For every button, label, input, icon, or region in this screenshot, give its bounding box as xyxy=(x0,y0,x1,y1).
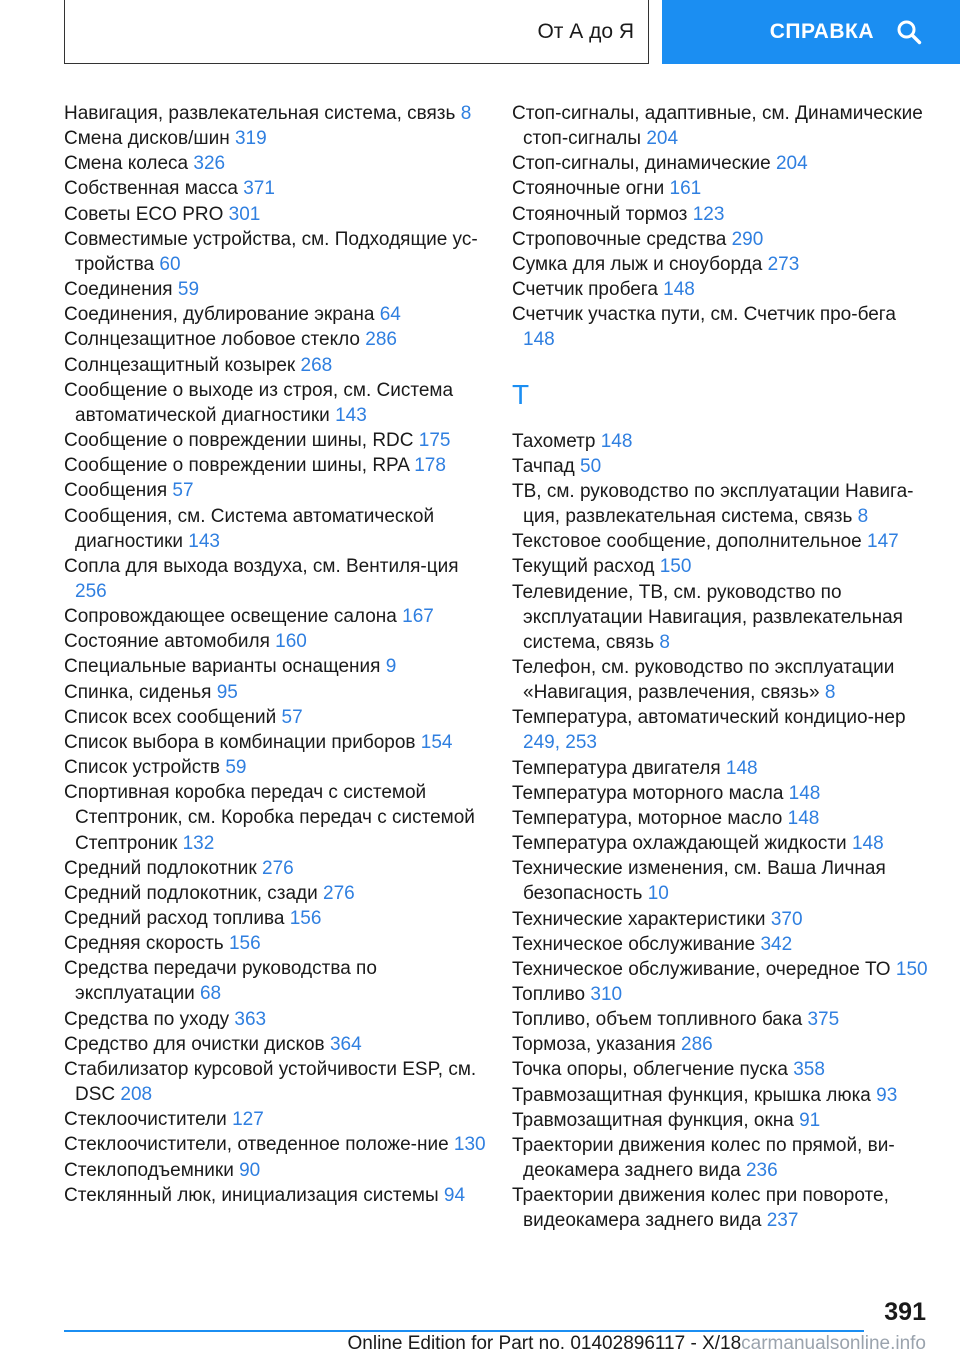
index-entry xyxy=(512,655,932,705)
page-link[interactable]: 290 xyxy=(731,228,764,250)
index-entry xyxy=(64,101,494,126)
index-entry xyxy=(512,1083,932,1108)
index-term: Сумка для лыж и сноуборда xyxy=(512,253,763,275)
tab-help[interactable] xyxy=(662,0,960,64)
page-link[interactable]: 50 xyxy=(580,455,602,477)
page-link[interactable]: 236 xyxy=(745,1160,778,1182)
index-entry xyxy=(64,478,494,503)
page-link[interactable]: 150 xyxy=(895,958,928,980)
page-link[interactable]: 301 xyxy=(228,203,261,225)
index-term: Сообщения, см. Система автоматической диагностики xyxy=(64,505,435,552)
index-entry xyxy=(64,1158,494,1183)
index-term: Телефон, см. руководство по эксплуатации «Навигация, развлечения, связь» xyxy=(512,656,895,704)
page-link[interactable]: 8 xyxy=(857,506,869,528)
page-link[interactable]: 8 xyxy=(824,682,836,704)
page-link[interactable]: 148 xyxy=(523,329,555,351)
index-term: Средний подлокотник xyxy=(64,857,257,879)
page-link[interactable]: 68 xyxy=(199,983,222,1005)
index-term: Тачпад xyxy=(512,455,575,477)
index-term: Счетчик участка пути, см. Счетчик про-бега xyxy=(512,304,896,326)
index-entry xyxy=(64,730,494,755)
index-entry xyxy=(512,454,932,479)
index-column-left xyxy=(64,101,494,1208)
index-term: Солнцезащитное лобовое стекло xyxy=(64,329,360,351)
index-term: Средний расход топлива xyxy=(64,908,285,929)
index-term: Советы ECO PRO xyxy=(64,203,224,225)
page-link[interactable]: 249, 253 xyxy=(523,732,597,754)
page-link[interactable]: 237 xyxy=(766,1210,799,1232)
page-number: 391 xyxy=(884,1298,926,1326)
page-link[interactable]: 342 xyxy=(760,933,793,955)
index-term: Средняя скорость xyxy=(64,933,224,955)
index-term: Текущий расход xyxy=(512,556,655,578)
page-link[interactable]: 204 xyxy=(775,153,808,175)
page-link[interactable]: 156 xyxy=(289,908,322,929)
index-entry xyxy=(512,932,932,957)
index-entry xyxy=(512,1057,932,1082)
page-link[interactable]: 273 xyxy=(767,253,800,275)
index-entry xyxy=(512,580,932,655)
index-entry xyxy=(64,227,494,277)
watermark-text: carmanualsonline.info xyxy=(741,1333,926,1354)
page-link[interactable]: 143 xyxy=(335,404,367,426)
index-entry xyxy=(64,755,494,780)
index-entry xyxy=(64,931,494,956)
page-link[interactable]: 167 xyxy=(402,606,434,628)
index-term: Сообщение о повреждении шины, RPA xyxy=(64,455,409,477)
index-term: Список выбора в комбинации приборов xyxy=(64,731,416,753)
page-link[interactable]: 148 xyxy=(725,757,758,779)
index-entry xyxy=(512,277,932,302)
page-link[interactable]: 276 xyxy=(262,857,294,879)
index-entry xyxy=(512,1183,932,1233)
page-link[interactable]: 150 xyxy=(659,556,692,578)
page-link[interactable]: 148 xyxy=(851,833,884,855)
index-term: Спинка, сиденья xyxy=(64,681,212,703)
index-entry xyxy=(512,227,932,252)
page-link[interactable]: 64 xyxy=(379,304,401,326)
index-term: Соединения, дублирование экрана xyxy=(64,304,375,326)
page-link[interactable]: 148 xyxy=(788,782,821,804)
index-term: Топливо xyxy=(512,984,586,1005)
index-term: Смена дисков/шин xyxy=(64,128,230,150)
index-entry xyxy=(512,151,932,176)
index-term: Спортивная коробка передач с системой Стептроник, см. Коробка передач с системой Стептроник xyxy=(64,782,475,854)
page-link[interactable]: 93 xyxy=(876,1084,898,1106)
index-column-right xyxy=(512,101,932,1234)
index-term: Стоп-сигналы, динамические xyxy=(512,153,771,175)
index-entry xyxy=(512,1007,932,1032)
index-entry xyxy=(64,504,494,554)
page-link[interactable]: 276 xyxy=(323,882,355,904)
index-term: Список устройств xyxy=(64,757,221,779)
page-link[interactable]: 91 xyxy=(799,1109,821,1131)
page-link[interactable]: 60 xyxy=(159,253,181,275)
index-entry xyxy=(64,151,494,176)
index-entry xyxy=(64,353,494,378)
index-term: Температура, автоматический кондицио-нер xyxy=(512,707,906,729)
index-term: Солнцезащитный козырек xyxy=(64,354,296,376)
index-entry xyxy=(64,428,494,453)
index-entry xyxy=(64,1107,494,1132)
index-entry xyxy=(512,202,932,227)
index-term: Смена колеса xyxy=(64,153,189,175)
index-term: Технические изменения, см. Ваша Личная безопасность xyxy=(512,858,886,905)
tab-a-to-z[interactable] xyxy=(64,0,649,64)
index-entry xyxy=(64,176,494,201)
page-link[interactable]: 175 xyxy=(418,430,451,452)
index-term: Состояние автомобиля xyxy=(64,631,270,653)
index-term: Текстовое сообщение, дополнительное xyxy=(512,531,862,553)
index-entry xyxy=(512,1032,932,1057)
index-entry xyxy=(64,956,494,1006)
index-entry xyxy=(64,327,494,352)
index-entry xyxy=(64,126,494,151)
index-entry xyxy=(512,479,932,529)
page-link[interactable]: 286 xyxy=(681,1034,713,1056)
index-entry xyxy=(64,378,494,428)
index-entry xyxy=(64,1032,494,1057)
index-entry xyxy=(512,101,932,151)
index-entry xyxy=(512,957,932,982)
page-link[interactable]: 256 xyxy=(75,580,107,602)
index-entry xyxy=(512,806,932,831)
footer-divider xyxy=(64,1330,864,1332)
index-term: Навигация, развлекательная система, связь xyxy=(64,103,456,124)
index-term: Счетчик пробега xyxy=(512,279,658,301)
page-link[interactable]: 154 xyxy=(420,731,453,753)
page-link[interactable]: 208 xyxy=(120,1084,153,1106)
index-term: ТВ, см. руководство по эксплуатации Навига-ция, развлекательная система, связь xyxy=(512,480,914,528)
index-entry xyxy=(64,1183,494,1208)
edition-text: Online Edition for Part no. 01402896117 - X/18 xyxy=(347,1333,742,1354)
index-entry xyxy=(64,780,494,855)
index-term: Совместимые устройства, см. Подходящие ус-тройства xyxy=(64,228,478,275)
page-link[interactable]: 148 xyxy=(787,807,820,829)
index-term: Средний подлокотник, сзади xyxy=(64,882,318,904)
index-entry xyxy=(512,781,932,806)
index-entry xyxy=(512,1108,932,1133)
page-link[interactable]: 326 xyxy=(193,153,226,175)
index-entry xyxy=(512,982,932,1007)
page-link[interactable]: 8 xyxy=(460,103,472,124)
page-link[interactable]: 364 xyxy=(329,1033,362,1055)
page-link[interactable]: 310 xyxy=(590,984,623,1005)
index-term: Сопла для выхода воздуха, см. Вентиля-ция xyxy=(64,555,459,577)
page-link[interactable]: 147 xyxy=(867,531,899,553)
index-entry xyxy=(512,554,932,579)
index-term: Стабилизатор курсовой устойчивости ESP, см. DSC xyxy=(64,1058,477,1106)
page-link[interactable]: 90 xyxy=(239,1159,261,1181)
index-entry xyxy=(64,705,494,730)
index-term: Строповочные средства xyxy=(512,228,727,250)
page-link[interactable]: 132 xyxy=(182,832,215,854)
page-link[interactable]: 363 xyxy=(234,1008,267,1030)
page-link[interactable]: 94 xyxy=(443,1184,466,1206)
search-icon[interactable] xyxy=(896,19,922,45)
index-term: Собственная масса xyxy=(64,178,238,200)
index-entry xyxy=(64,1132,494,1157)
page-link[interactable]: 57 xyxy=(281,706,303,728)
page-link[interactable]: 148 xyxy=(600,430,633,452)
index-term: Техническое обслуживание xyxy=(512,933,756,955)
page-link[interactable]: 127 xyxy=(232,1109,264,1131)
page-link[interactable]: 358 xyxy=(793,1059,825,1081)
index-term: Специальные варианты оснащения xyxy=(64,656,381,678)
index-term: Стояночный тормоз xyxy=(512,203,688,225)
page-link[interactable]: 8 xyxy=(659,631,670,653)
index-entry xyxy=(64,554,494,604)
index-term: Сообщения xyxy=(64,480,168,502)
index-term: Телевидение, ТВ, см. руководство по эксплуатации Навигация, развлекательная система, связь xyxy=(512,581,903,653)
index-term: Топливо, объем топливного бака xyxy=(512,1009,803,1031)
index-entry xyxy=(64,1007,494,1032)
index-term: Сообщение о выходе из строя, см. Система автоматической диагностики xyxy=(64,379,454,426)
index-term: Тормоза, указания xyxy=(512,1034,676,1056)
index-term: Тахометр xyxy=(512,430,596,452)
index-term: Техническое обслуживание, очередное ТО xyxy=(512,958,891,980)
index-term: Технические характеристики xyxy=(512,908,766,930)
index-entry xyxy=(512,429,932,454)
index-entry xyxy=(512,756,932,781)
index-entry xyxy=(512,856,932,906)
index-term: Стоп-сигналы, адаптивные, см. Динамические стоп-сигналы xyxy=(512,103,923,150)
index-entry xyxy=(512,1133,932,1183)
footer-edition xyxy=(348,1333,926,1355)
index-term: Траектории движения колес по прямой, ви-деокамера заднего вида xyxy=(512,1134,895,1182)
page-link[interactable]: 204 xyxy=(646,128,679,150)
index-entry xyxy=(64,680,494,705)
page-link[interactable]: 371 xyxy=(243,178,275,200)
index-term: Средства передачи руководства по эксплуатации xyxy=(64,958,377,1005)
index-term: Стояночные огни xyxy=(512,178,665,200)
index-term: Температура моторного масла xyxy=(512,782,784,804)
index-entry xyxy=(512,176,932,201)
page-link[interactable]: 123 xyxy=(692,203,725,225)
index-term: Травмозащитная функция, крышка люка xyxy=(512,1084,871,1106)
index-entry xyxy=(512,705,932,755)
page-link[interactable]: 160 xyxy=(275,631,307,653)
page-link[interactable]: 130 xyxy=(453,1134,486,1156)
page-link[interactable]: 143 xyxy=(188,530,220,552)
page-link[interactable]: 286 xyxy=(365,329,397,351)
index-entry xyxy=(64,629,494,654)
index-term: Температура двигателя xyxy=(512,757,721,779)
index-entry xyxy=(64,202,494,227)
index-entry xyxy=(64,856,494,881)
index-term: Температура, моторное масло xyxy=(512,807,783,829)
index-entry xyxy=(64,1057,494,1107)
index-entry xyxy=(64,654,494,679)
page-link[interactable]: 375 xyxy=(807,1009,840,1031)
tab-a-to-z-label: От А до Я xyxy=(537,19,634,43)
index-term: Сообщение о повреждении шины, RDC xyxy=(64,430,414,452)
index-entry xyxy=(64,906,494,931)
index-entry xyxy=(64,302,494,327)
page-link[interactable]: 319 xyxy=(234,128,267,150)
page-link[interactable]: 370 xyxy=(770,908,803,930)
index-entry xyxy=(512,302,932,352)
index-entry xyxy=(512,831,932,856)
index-term: Средство для очистки дисков xyxy=(64,1033,325,1055)
page-link[interactable]: 156 xyxy=(228,933,261,955)
index-term: Сопровождающее освещение салона xyxy=(64,606,397,628)
page-link[interactable]: 59 xyxy=(225,757,247,779)
index-entry xyxy=(512,252,932,277)
index-entry xyxy=(64,277,494,302)
page-link[interactable]: 57 xyxy=(172,480,194,502)
index-term: Стеклоочистители xyxy=(64,1109,227,1131)
index-entry xyxy=(512,907,932,932)
page-link[interactable]: 178 xyxy=(414,455,446,477)
index-entry xyxy=(64,604,494,629)
index-term: Траектории движения колес при повороте, видеокамера заднего вида xyxy=(512,1185,889,1232)
page-link[interactable]: 148 xyxy=(663,279,695,301)
section-letter: T xyxy=(512,378,530,410)
page-link[interactable]: 9 xyxy=(385,656,397,678)
index-term: Стеклоподъемники xyxy=(64,1159,234,1181)
index-term: Стеклоочистители, отведенное положе-ние xyxy=(64,1134,449,1156)
index-entry xyxy=(64,881,494,906)
index-term: Средства по уходу xyxy=(64,1008,230,1030)
page-link[interactable]: 10 xyxy=(647,883,669,905)
tab-help-label: СПРАВКА xyxy=(769,20,874,43)
page-link[interactable]: 95 xyxy=(216,681,238,703)
index-term: Температура охлаждающей жидкости xyxy=(512,833,847,855)
page-link[interactable]: 59 xyxy=(177,279,200,301)
page-link[interactable]: 161 xyxy=(669,178,702,200)
index-entry xyxy=(64,453,494,478)
page-link[interactable]: 268 xyxy=(300,354,333,376)
index-term: Стеклянный люк, инициализация системы xyxy=(64,1184,439,1206)
index-term: Травмозащитная функция, окна xyxy=(512,1109,794,1131)
index-term: Соединения xyxy=(64,279,173,301)
index-entry xyxy=(512,529,932,554)
index-term: Список всех сообщений xyxy=(64,706,277,728)
index-term: Точка опоры, облегчение пуска xyxy=(512,1059,788,1081)
